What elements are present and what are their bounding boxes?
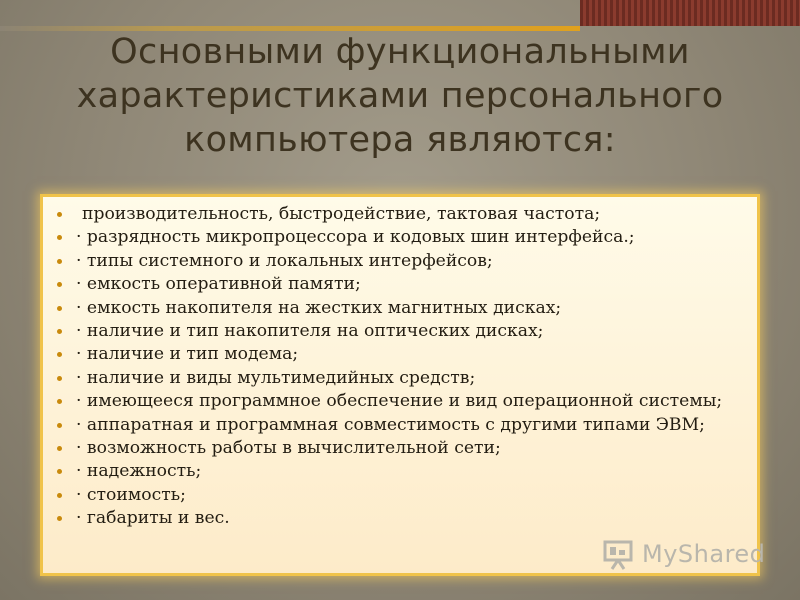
- bullet-icon: [57, 235, 62, 240]
- list-item: [56, 460, 756, 483]
- list-item-text: · габариты и вес.: [76, 508, 230, 529]
- bullet-icon: [57, 306, 62, 311]
- list-item: [56, 320, 756, 343]
- list-item-text: · типы системного и локальных интерфейсов;: [76, 250, 493, 271]
- list-item: [56, 484, 756, 507]
- bullet-icon: [57, 259, 62, 264]
- presentation-board-icon: [602, 538, 638, 570]
- bullet-icon: [57, 399, 62, 404]
- list-item-text: производительность, быстродействие, тактовая частота;: [82, 204, 601, 224]
- bullet-list: [56, 203, 756, 531]
- bullet-icon: [57, 446, 62, 451]
- list-item: [56, 414, 756, 437]
- list-item-text: · наличие и виды мультимедийных средств;: [76, 367, 476, 388]
- list-item: [56, 343, 756, 366]
- bullet-icon: [57, 423, 62, 428]
- watermark-text: MyShared: [642, 540, 766, 568]
- bullet-icon: [57, 212, 62, 217]
- list-item-text: · емкость оперативной памяти;: [76, 274, 361, 295]
- bullet-icon: [57, 282, 62, 287]
- list-item: [56, 250, 756, 273]
- list-item: [56, 437, 756, 460]
- top-decorative-stripes: [580, 0, 800, 26]
- slide-title: Основными функциональными характеристиками персонального компьютера являются:: [76, 32, 724, 160]
- list-item-text: · надежность;: [76, 461, 202, 482]
- list-item-text: · имеющееся программное обеспечение и вид операционной системы;: [76, 391, 723, 412]
- list-item: [56, 203, 756, 226]
- bullet-icon: [57, 329, 62, 334]
- list-item: [56, 297, 756, 320]
- list-item: [56, 226, 756, 249]
- list-item: [56, 273, 756, 296]
- list-item-text: · возможность работы в вычислительной сети;: [76, 438, 501, 459]
- list-item-text: · разрядность микропроцессора и кодовых шин интерфейса.;: [76, 227, 635, 248]
- list-item-text: · аппаратная и программная совместимость с другими типами ЭВМ;: [76, 414, 705, 435]
- list-item-text: · стоимость;: [76, 484, 186, 505]
- bullet-icon: [57, 493, 62, 498]
- bullet-icon: [57, 352, 62, 357]
- list-item-text: · наличие и тип модема;: [76, 344, 299, 365]
- list-item-text: · наличие и тип накопителя на оптических дисках;: [76, 321, 544, 342]
- list-item-text: · емкость накопителя на жестких магнитных дисках;: [76, 297, 562, 318]
- watermark: [602, 538, 772, 570]
- list-item: [56, 507, 756, 530]
- bullet-icon: [57, 469, 62, 474]
- list-item: [56, 367, 756, 390]
- bullet-icon: [57, 516, 62, 521]
- bullet-icon: [57, 376, 62, 381]
- list-item: [56, 390, 756, 413]
